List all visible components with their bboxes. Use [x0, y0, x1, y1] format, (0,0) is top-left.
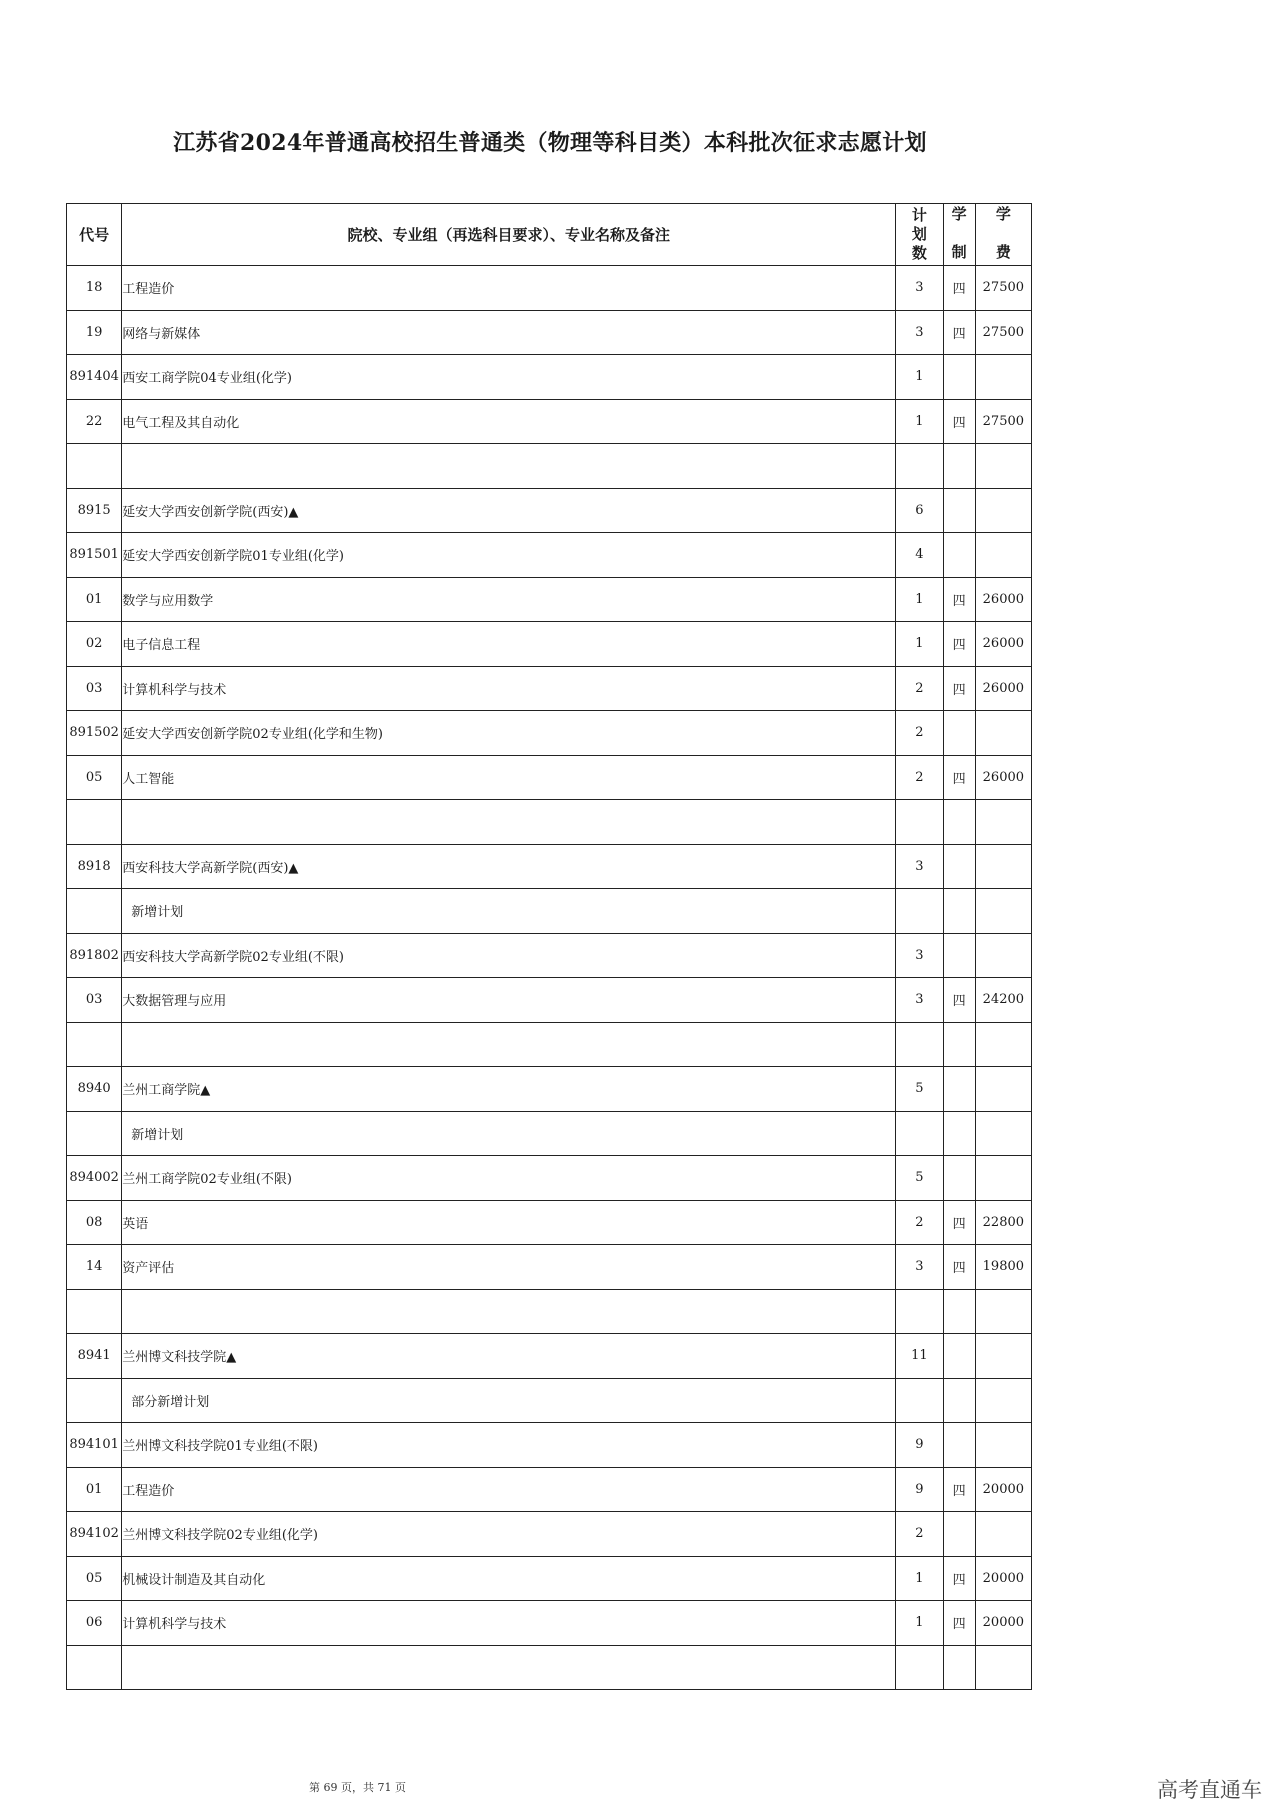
cell-code: 06 — [67, 1601, 122, 1646]
cell-count: 2 — [896, 711, 943, 756]
cell-fee — [975, 1289, 1031, 1334]
cell-count: 3 — [896, 266, 943, 311]
page-number: 第 69 页，共 71 页 — [309, 1781, 406, 1794]
cell-fee — [975, 488, 1031, 533]
table-row — [67, 1022, 1032, 1067]
cell-count: 3 — [896, 978, 943, 1023]
table-row — [67, 1645, 1032, 1690]
cell-fee — [975, 1334, 1031, 1379]
cell-code: 891501 — [67, 533, 122, 578]
cell-duration — [943, 889, 975, 934]
cell-fee — [975, 889, 1031, 934]
cell-count: 3 — [896, 933, 943, 978]
cell-duration: 四 — [943, 1467, 975, 1512]
table-row — [67, 1467, 1032, 1512]
cell-duration — [943, 1334, 975, 1379]
table-row — [67, 889, 1032, 934]
cell-fee — [975, 1512, 1031, 1557]
cell-count: 2 — [896, 1512, 943, 1557]
cell-duration — [943, 800, 975, 845]
cell-duration: 四 — [943, 755, 975, 800]
cell-name: 西安科技大学高新学院(西安)▲ — [122, 844, 896, 889]
cell-count: 1 — [896, 1556, 943, 1601]
cell-code — [67, 1289, 122, 1334]
cell-duration: 四 — [943, 622, 975, 667]
cell-code: 03 — [67, 666, 122, 711]
watermark: 高考直通车 — [1157, 1778, 1262, 1802]
cell-count: 1 — [896, 622, 943, 667]
cell-name: 兰州博文科技学院01专业组(不限) — [122, 1423, 896, 1468]
table-row — [67, 488, 1032, 533]
cell-duration — [943, 1111, 975, 1156]
cell-duration — [943, 1022, 975, 1067]
cell-fee — [975, 355, 1031, 400]
cell-code — [67, 1378, 122, 1423]
table-row — [67, 1423, 1032, 1468]
cell-fee — [975, 711, 1031, 756]
cell-name: 电子信息工程 — [122, 622, 896, 667]
cell-name: 工程造价 — [122, 1467, 896, 1512]
table-body — [67, 266, 1032, 1690]
cell-fee — [975, 1156, 1031, 1201]
cell-name: 西安工商学院04专业组(化学) — [122, 355, 896, 400]
table-row — [67, 755, 1032, 800]
table-row — [67, 1556, 1032, 1601]
table-row — [67, 978, 1032, 1023]
cell-code: 894002 — [67, 1156, 122, 1201]
cell-code — [67, 1111, 122, 1156]
table-row — [67, 1601, 1032, 1646]
cell-name: 新增计划 — [122, 889, 896, 934]
cell-fee: 27500 — [975, 399, 1031, 444]
cell-fee: 19800 — [975, 1245, 1031, 1290]
cell-name: 延安大学西安创新学院02专业组(化学和生物) — [122, 711, 896, 756]
cell-fee — [975, 933, 1031, 978]
cell-count: 1 — [896, 399, 943, 444]
cell-name: 兰州博文科技学院▲ — [122, 1334, 896, 1379]
cell-count — [896, 1022, 943, 1067]
cell-name: 大数据管理与应用 — [122, 978, 896, 1023]
cell-name: 延安大学西安创新学院(西安)▲ — [122, 488, 896, 533]
table-row — [67, 800, 1032, 845]
cell-fee: 22800 — [975, 1200, 1031, 1245]
cell-duration — [943, 1378, 975, 1423]
cell-duration — [943, 1512, 975, 1557]
cell-name: 兰州博文科技学院02专业组(化学) — [122, 1512, 896, 1557]
cell-name — [122, 1645, 896, 1690]
cell-name: 资产评估 — [122, 1245, 896, 1290]
cell-duration: 四 — [943, 1556, 975, 1601]
table-row — [67, 310, 1032, 355]
cell-code — [67, 800, 122, 845]
cell-code: 05 — [67, 1556, 122, 1601]
cell-fee: 26000 — [975, 622, 1031, 667]
cell-duration — [943, 1067, 975, 1112]
cell-duration: 四 — [943, 666, 975, 711]
cell-code — [67, 889, 122, 934]
cell-count: 2 — [896, 666, 943, 711]
cell-fee: 20000 — [975, 1467, 1031, 1512]
cell-duration — [943, 444, 975, 489]
cell-name: 西安科技大学高新学院02专业组(不限) — [122, 933, 896, 978]
cell-fee — [975, 1645, 1031, 1690]
cell-duration: 四 — [943, 577, 975, 622]
cell-duration — [943, 488, 975, 533]
cell-name: 英语 — [122, 1200, 896, 1245]
cell-count: 2 — [896, 1200, 943, 1245]
cell-code: 894101 — [67, 1423, 122, 1468]
cell-code: 05 — [67, 755, 122, 800]
cell-code: 22 — [67, 399, 122, 444]
cell-fee: 27500 — [975, 310, 1031, 355]
cell-count: 3 — [896, 1245, 943, 1290]
cell-count: 11 — [896, 1334, 943, 1379]
cell-code: 19 — [67, 310, 122, 355]
cell-count: 1 — [896, 577, 943, 622]
cell-name: 工程造价 — [122, 266, 896, 311]
cell-code: 08 — [67, 1200, 122, 1245]
cell-fee: 27500 — [975, 266, 1031, 311]
cell-fee — [975, 800, 1031, 845]
cell-duration — [943, 1156, 975, 1201]
cell-code — [67, 1022, 122, 1067]
cell-fee — [975, 1378, 1031, 1423]
cell-code: 8915 — [67, 488, 122, 533]
cell-name: 网络与新媒体 — [122, 310, 896, 355]
table-row — [67, 666, 1032, 711]
cell-count — [896, 1111, 943, 1156]
cell-code: 891502 — [67, 711, 122, 756]
cell-fee — [975, 1423, 1031, 1468]
header-count: 计 划 数 — [896, 204, 943, 266]
table-row — [67, 399, 1032, 444]
cell-code: 894102 — [67, 1512, 122, 1557]
cell-code: 03 — [67, 978, 122, 1023]
cell-count: 1 — [896, 355, 943, 400]
cell-name: 机械设计制造及其自动化 — [122, 1556, 896, 1601]
cell-count — [896, 1645, 943, 1690]
table-row — [67, 1289, 1032, 1334]
table-row — [67, 266, 1032, 311]
cell-duration: 四 — [943, 1245, 975, 1290]
table-row — [67, 577, 1032, 622]
cell-count — [896, 1289, 943, 1334]
table-row — [67, 355, 1032, 400]
cell-duration — [943, 933, 975, 978]
table-row — [67, 1200, 1032, 1245]
table-row — [67, 1378, 1032, 1423]
cell-code: 891802 — [67, 933, 122, 978]
cell-count: 2 — [896, 755, 943, 800]
cell-count: 3 — [896, 844, 943, 889]
cell-code: 891404 — [67, 355, 122, 400]
table-row — [67, 933, 1032, 978]
cell-duration: 四 — [943, 978, 975, 1023]
header-code: 代号 — [67, 204, 122, 266]
cell-name: 新增计划 — [122, 1111, 896, 1156]
cell-fee — [975, 1111, 1031, 1156]
cell-name — [122, 444, 896, 489]
cell-name: 人工智能 — [122, 755, 896, 800]
cell-code: 18 — [67, 266, 122, 311]
cell-name: 计算机科学与技术 — [122, 1601, 896, 1646]
cell-fee: 26000 — [975, 577, 1031, 622]
cell-name — [122, 1022, 896, 1067]
table-row — [67, 1512, 1032, 1557]
cell-count — [896, 800, 943, 845]
cell-fee: 26000 — [975, 755, 1031, 800]
cell-count: 9 — [896, 1467, 943, 1512]
cell-count: 6 — [896, 488, 943, 533]
table-row — [67, 1245, 1032, 1290]
cell-duration — [943, 1645, 975, 1690]
cell-name — [122, 800, 896, 845]
cell-fee — [975, 533, 1031, 578]
cell-fee — [975, 1067, 1031, 1112]
cell-count: 3 — [896, 310, 943, 355]
cell-name: 延安大学西安创新学院01专业组(化学) — [122, 533, 896, 578]
cell-duration: 四 — [943, 399, 975, 444]
table-row — [67, 711, 1032, 756]
cell-duration — [943, 1423, 975, 1468]
table-row — [67, 1111, 1032, 1156]
header-name: 院校、专业组（再选科目要求）、专业名称及备注 — [122, 204, 896, 266]
cell-name: 兰州工商学院02专业组(不限) — [122, 1156, 896, 1201]
cell-count: 9 — [896, 1423, 943, 1468]
cell-code — [67, 1645, 122, 1690]
table-row — [67, 1067, 1032, 1112]
cell-duration — [943, 844, 975, 889]
cell-code: 8940 — [67, 1067, 122, 1112]
cell-code: 8941 — [67, 1334, 122, 1379]
cell-count — [896, 444, 943, 489]
cell-count — [896, 889, 943, 934]
cell-duration — [943, 1289, 975, 1334]
cell-count: 1 — [896, 1601, 943, 1646]
cell-count: 5 — [896, 1067, 943, 1112]
table-row — [67, 533, 1032, 578]
cell-code: 8918 — [67, 844, 122, 889]
cell-code: 02 — [67, 622, 122, 667]
cell-count: 4 — [896, 533, 943, 578]
cell-name: 计算机科学与技术 — [122, 666, 896, 711]
cell-fee: 20000 — [975, 1601, 1031, 1646]
cell-fee — [975, 444, 1031, 489]
cell-duration — [943, 711, 975, 756]
cell-name: 部分新增计划 — [122, 1378, 896, 1423]
cell-fee: 24200 — [975, 978, 1031, 1023]
cell-duration — [943, 533, 975, 578]
cell-code — [67, 444, 122, 489]
cell-duration: 四 — [943, 1200, 975, 1245]
cell-fee — [975, 844, 1031, 889]
page-title: 江苏省2024年普通高校招生普通类（物理等科目类）本科批次征求志愿计划 — [173, 130, 927, 156]
cell-name: 兰州工商学院▲ — [122, 1067, 896, 1112]
cell-count — [896, 1378, 943, 1423]
cell-code: 01 — [67, 1467, 122, 1512]
cell-fee — [975, 1022, 1031, 1067]
table-row — [67, 622, 1032, 667]
enrollment-plan-table — [66, 203, 1032, 1690]
cell-fee: 20000 — [975, 1556, 1031, 1601]
cell-duration: 四 — [943, 310, 975, 355]
cell-name — [122, 1289, 896, 1334]
cell-name: 数学与应用数学 — [122, 577, 896, 622]
table-row — [67, 844, 1032, 889]
header-duration: 学 制 — [943, 204, 975, 266]
cell-name: 电气工程及其自动化 — [122, 399, 896, 444]
header-fee: 学 费 — [975, 204, 1031, 266]
cell-duration: 四 — [943, 1601, 975, 1646]
table-header-row — [67, 204, 1032, 266]
table-row — [67, 444, 1032, 489]
table-row — [67, 1334, 1032, 1379]
cell-duration — [943, 355, 975, 400]
cell-code: 14 — [67, 1245, 122, 1290]
cell-code: 01 — [67, 577, 122, 622]
cell-duration: 四 — [943, 266, 975, 311]
cell-fee: 26000 — [975, 666, 1031, 711]
table-row — [67, 1156, 1032, 1201]
cell-count: 5 — [896, 1156, 943, 1201]
